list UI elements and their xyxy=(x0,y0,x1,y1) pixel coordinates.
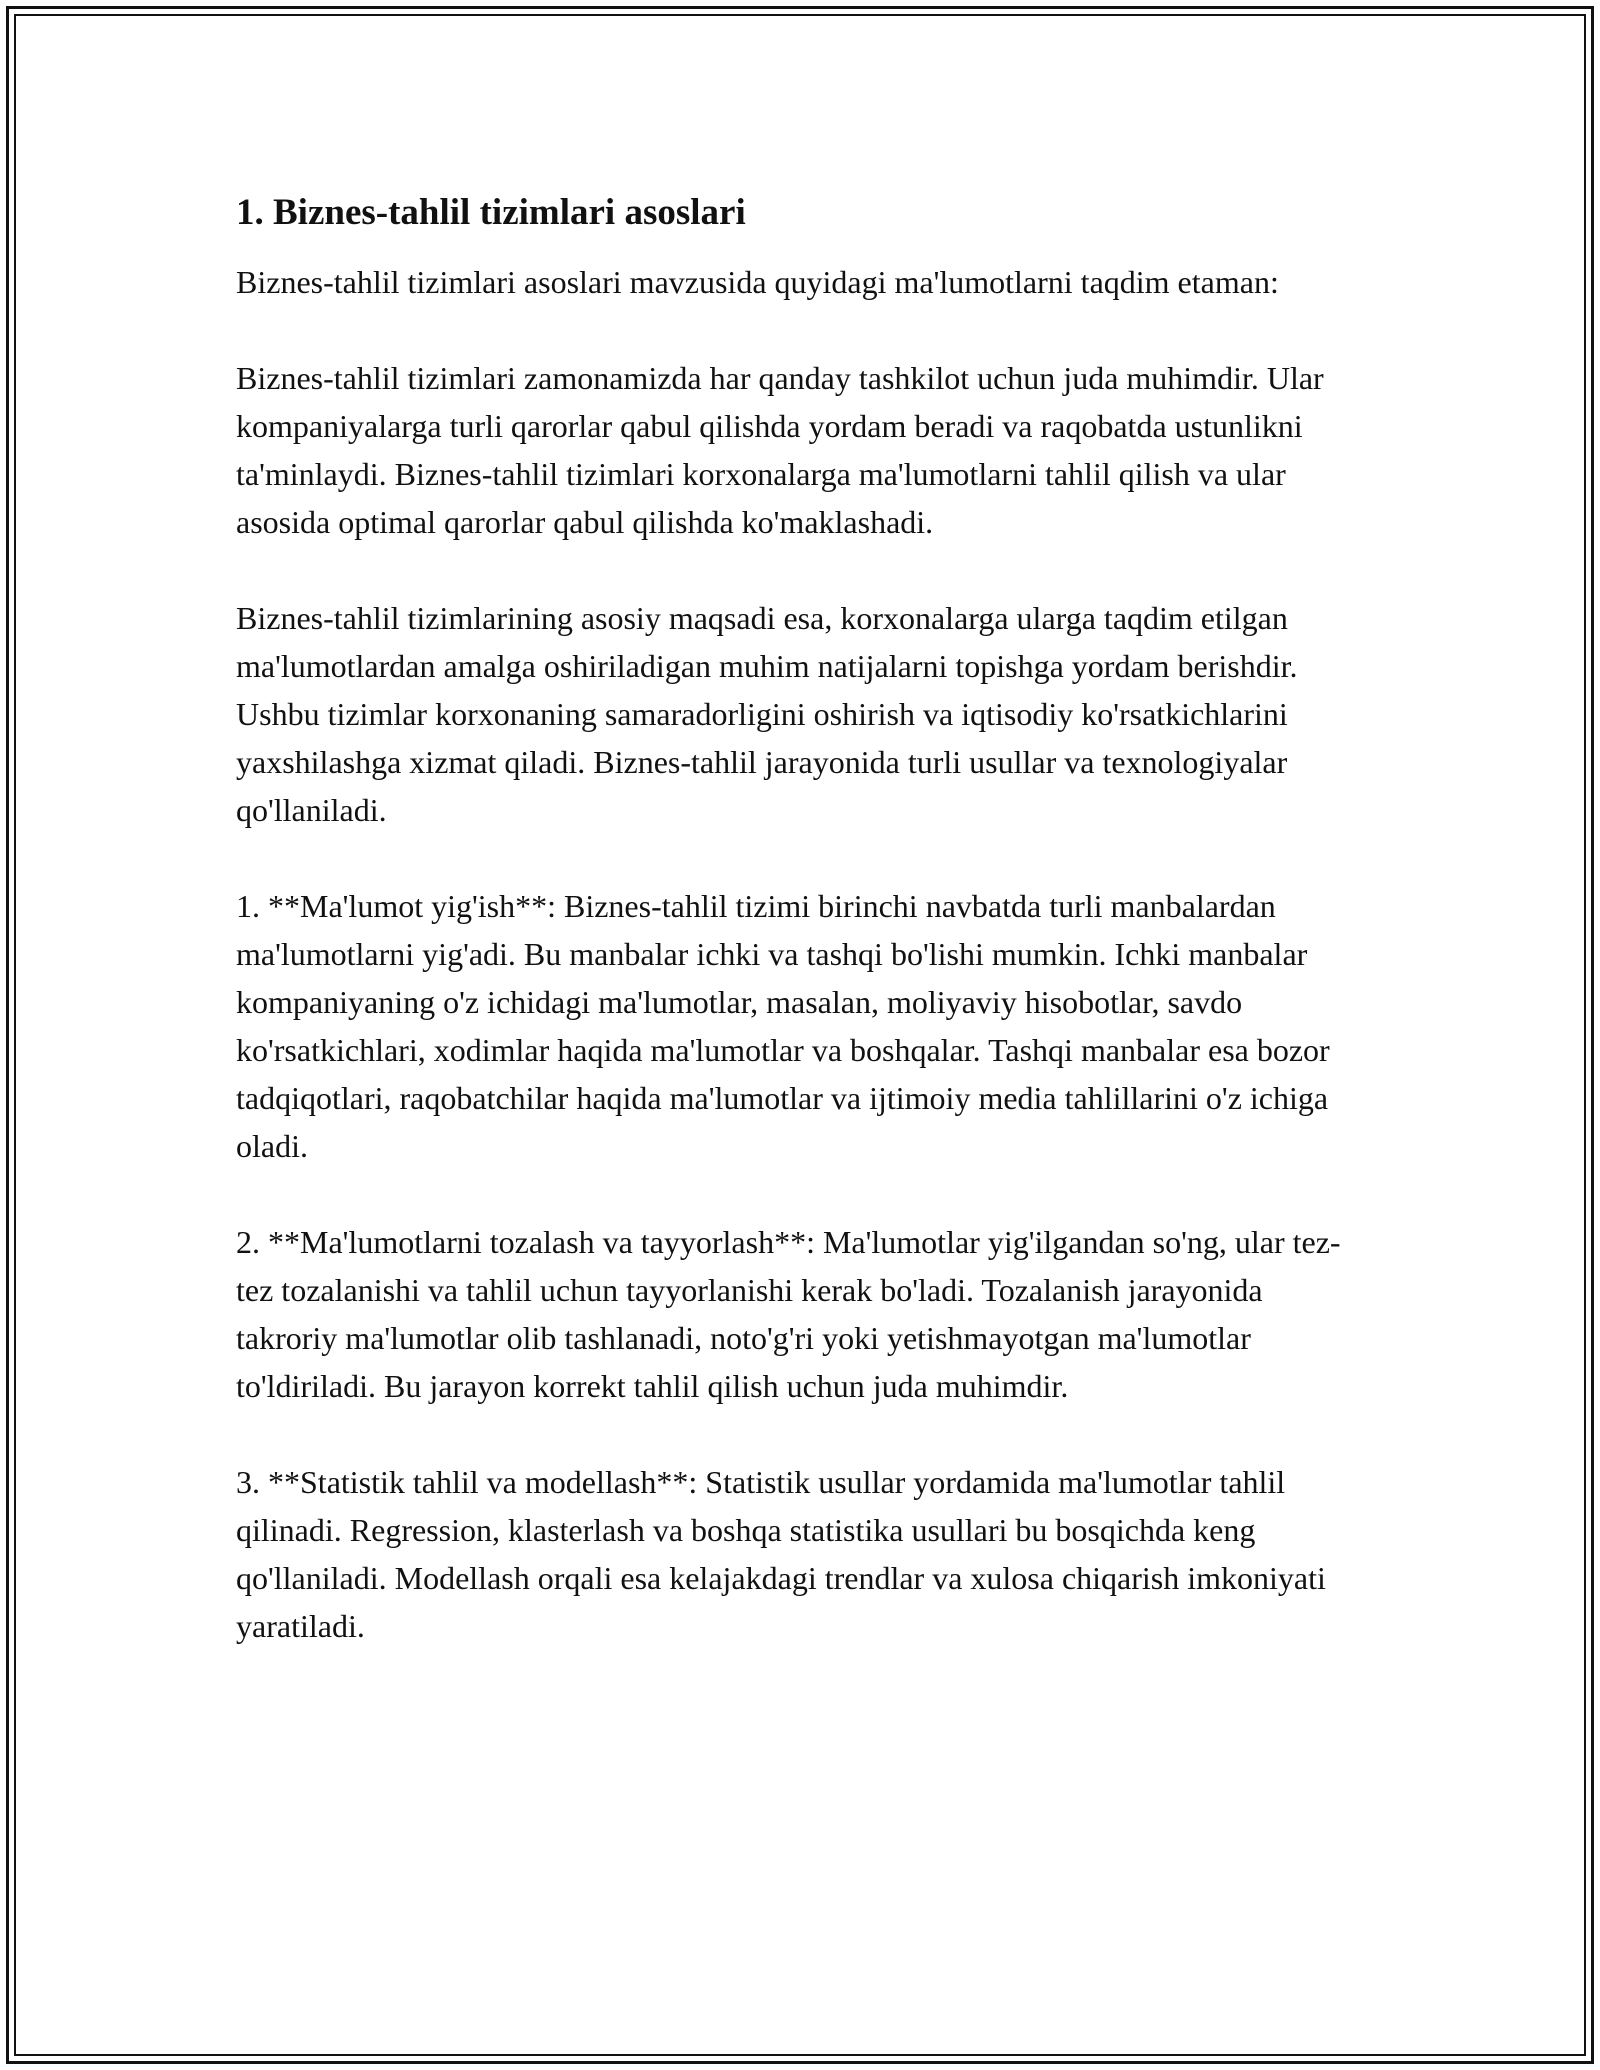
intro-paragraph: Biznes-tahlil tizimlari asoslari mavzusida quyidagi ma'lumotlarni taqdim etaman: xyxy=(236,264,1279,300)
paragraph-importance: Biznes-tahlil tizimlari zamonamizda har qanday tashkilot uchun juda muhimdir. Ular kompaniyalarga turli qarorlar qabul qilishda yordam beradi va raqobatda ustunlikni ta'minlaydi. Biznes-tahlil tizimlari korxonalarga ma'lumotlarni tahlil qilish va ular asosida optimal qarorlar qabul qilishda ko'maklashadi. xyxy=(236,360,1324,540)
list-item-data-collection: 1. **Ma'lumot yig'ish**: Biznes-tahlil tizimi birinchi navbatda turli manbalardan ma'lumotlarni yig'adi. Bu manbalar ichki va tashqi bo'lishi mumkin. Ichki manbalar kompaniyaning o'z ichidagi ma'lumotlar, masalan, moliyaviy hisobotlar, savdo ko'rsatkichlari, xodimlar haqida ma'lumotlar va boshqalar. Tashqi manbalar esa bozor tadqiqotlari, raqobatchilar haqida ma'lumotlar va ijtimoiy media tahlillarini o'z ichiga oladi. xyxy=(236,888,1330,1164)
paragraph-purpose: Biznes-tahlil tizimlarining asosiy maqsadi esa, korxonalarga ularga taqdim etilgan ma'lumotlardan amalga oshiriladigan muhim natijalarni topishga yordam berishdir. Ushbu tizimlar korxonaning samaradorligini oshirish va iqtisodiy ko'rsatkichlarini yaxshilashga xizmat qiladi. Biznes-tahlil jarayonida turli usullar va texnologiyalar qo'llaniladi. xyxy=(236,600,1298,828)
section-heading: 1. Biznes-tahlil tizimlari asoslari xyxy=(236,192,746,233)
list-item-statistical-analysis: 3. **Statistik tahlil va modellash**: Statistik usullar yordamida ma'lumotlar tahlil qilinadi. Regression, klasterlash va boshqa statistika usullari bu bosqichda keng qo'llaniladi. Modellash orqali esa kelajakdagi trendlar va xulosa chiqarish imkoniyati yaratiladi. xyxy=(236,1464,1326,1644)
document-body xyxy=(236,188,1366,1698)
list-item-data-cleaning: 2. **Ma'lumotlarni tozalash va tayyorlash**: Ma'lumotlar yig'ilgandan so'ng, ular tez-tez tozalanishi va tahlil uchun tayyorlanishi kerak bo'ladi. Tozalanish jarayonida takroriy ma'lumotlar olib tashlanadi, noto'g'ri yoki yetishmayotgan ma'lumotlar to'ldiriladi. Bu jarayon korrekt tahlil qilish uchun juda muhimdir. xyxy=(236,1224,1341,1404)
